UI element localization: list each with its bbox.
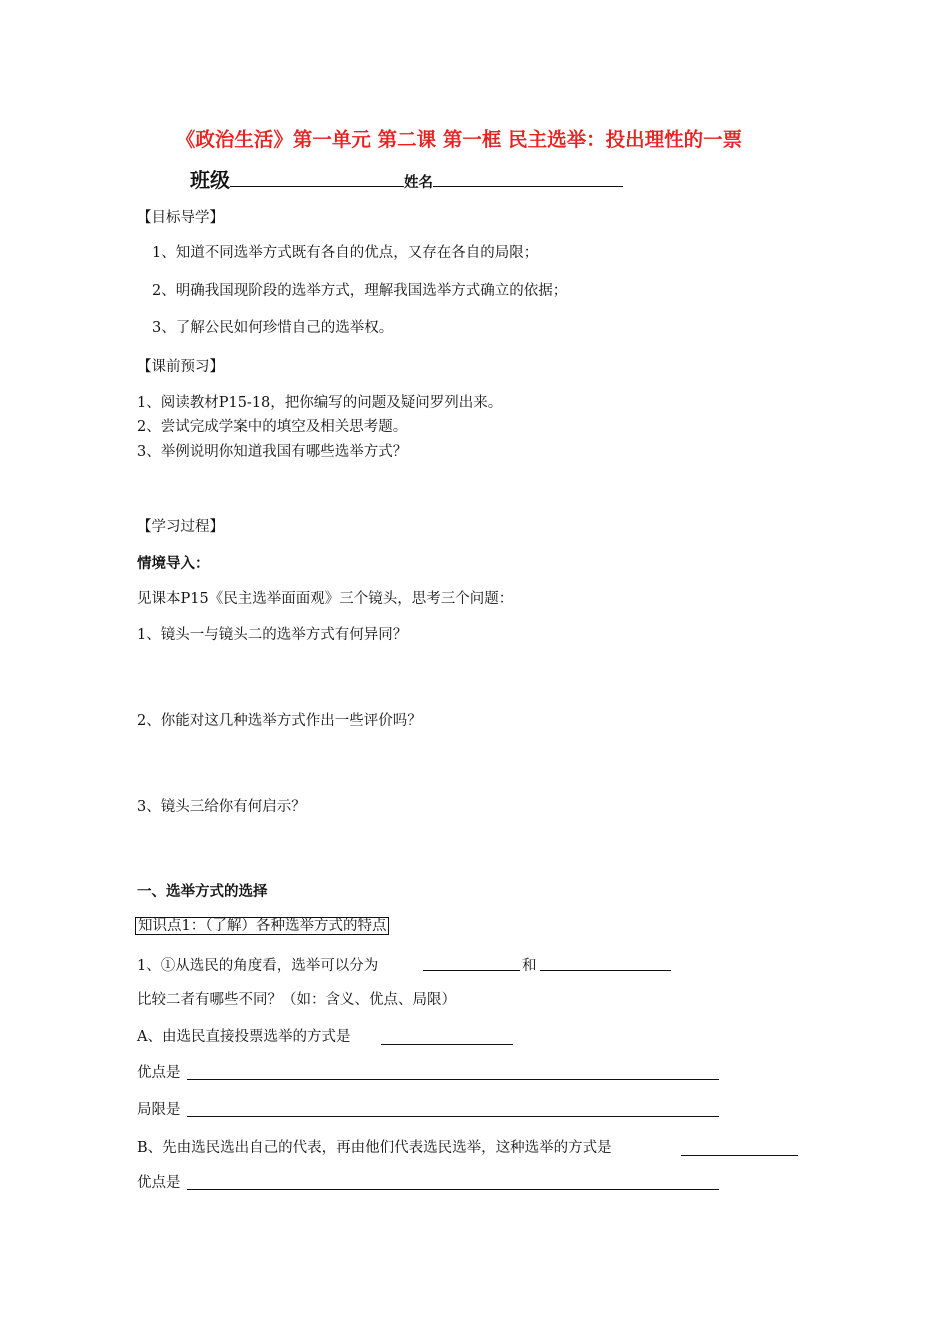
preview-item-3: 3、举例说明你知道我国有哪些选举方式？ <box>137 444 408 460</box>
question-3: 3、镜头三给你有何启示？ <box>137 799 306 815</box>
goal-item-1: 1、知道不同选举方式既有各自的优点，又存在各自的局限； <box>152 245 539 261</box>
b-text: B、先由选民选出自己的代表，再由他们代表选民选举，这种选举的方式是 <box>137 1140 612 1156</box>
q1-line <box>137 956 378 976</box>
class-blank[interactable] <box>230 185 404 187</box>
a-text: A、由选民直接投票选举的方式是 <box>137 1029 351 1045</box>
b-blank[interactable] <box>681 1155 798 1156</box>
advantage-blank-b[interactable] <box>187 1189 719 1190</box>
q1-and: 和 <box>522 958 537 974</box>
question-2: 2、你能对这几种选举方式作出一些评价吗？ <box>137 713 422 729</box>
name-label: 姓名 <box>404 175 433 191</box>
q1-blank-2[interactable] <box>540 970 671 971</box>
goals-heading: 【目标导学】 <box>137 210 224 226</box>
limit-blank-a[interactable] <box>187 1116 719 1117</box>
name-blank[interactable] <box>433 185 623 187</box>
knowledge-point-wrap <box>135 916 389 936</box>
preview-heading: 【课前预习】 <box>137 359 224 375</box>
question-1: 1、镜头一与镜头二的选举方式有何异同？ <box>137 627 408 643</box>
process-heading: 【学习过程】 <box>137 519 224 535</box>
class-label: 班级 <box>190 168 230 192</box>
intro-label: 情境导入： <box>137 556 210 572</box>
q1-blank-1[interactable] <box>423 970 520 971</box>
goal-item-3: 3、了解公民如何珍惜自己的选举权。 <box>152 320 394 336</box>
section1-heading: 一、选举方式的选择 <box>137 884 268 900</box>
advantage-label-b: 优点是 <box>137 1175 181 1191</box>
class-name-fields <box>190 164 623 193</box>
a-blank[interactable] <box>381 1044 513 1045</box>
intro-text: 见课本P15《民主选举面面观》三个镜头，思考三个问题： <box>137 591 514 607</box>
knowledge-point-box: 知识点1：（了解）各种选举方式的特点 <box>135 917 389 935</box>
page-title: 《政治生活》第一单元 第二课 第一框 民主选举：投出理性的一票 <box>175 128 743 151</box>
advantage-blank-a[interactable] <box>187 1079 719 1080</box>
goal-item-2: 2、明确我国现阶段的选举方式，理解我国选举方式确立的依据； <box>152 283 568 299</box>
preview-item-1: 1、阅读教材P15-18，把你编写的问题及疑问罗列出来。 <box>137 395 503 411</box>
preview-item-2: 2、尝试完成学案中的填空及相关思考题。 <box>137 419 408 435</box>
q1-prefix: 1、①从选民的角度看，选举可以分为 <box>137 958 379 974</box>
compare-text: 比较二者有哪些不同？（如：含义、优点、局限） <box>137 992 456 1008</box>
limit-label-a: 局限是 <box>137 1102 181 1118</box>
advantage-label-a: 优点是 <box>137 1065 181 1081</box>
